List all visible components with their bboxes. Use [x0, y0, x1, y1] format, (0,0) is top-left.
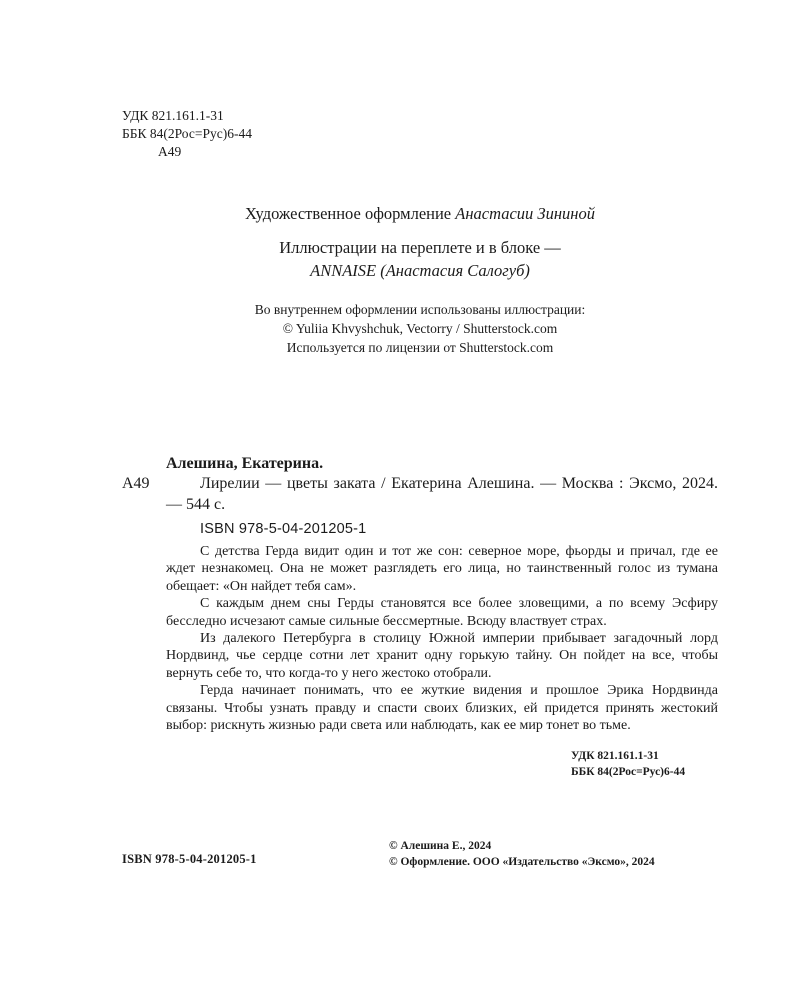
- inner-illustration-line3: Используется по лицензии от Shutterstock.com: [286, 340, 554, 355]
- author-heading: Алешина, Екатерина.: [166, 455, 324, 472]
- author-sign-bibliography: А49: [122, 475, 150, 492]
- copyright-author: © Алешина Е., 2024: [389, 840, 492, 852]
- annotation: [166, 543, 718, 734]
- illustration-credit-line1: Иллюстрации на переплете и в блоке —: [279, 238, 561, 257]
- annotation-paragraph: Из далекого Петербурга в столицу Южной империи прибывает загадочный лорд Нордвинд, чье сердце сотни лет хранит одну горькую тайну. Он пойдет на все, чтобы вернуть себе то, что когда-то у него жестоко отобрали.: [166, 631, 718, 681]
- designer-name: Анастасии Зининой: [455, 204, 595, 223]
- bibliographic-description: [166, 473, 718, 515]
- copyright-block: [389, 838, 655, 870]
- udk-code: УДК 821.161.1-31: [122, 108, 224, 123]
- udk-block-top: [122, 107, 252, 161]
- bbk-code-bottom: ББК 84(2Рос=Рус)6-44: [571, 766, 686, 778]
- isbn-footer: ISBN 978-5-04-201205-1: [122, 852, 257, 866]
- inner-illustration-credit: [100, 300, 740, 357]
- design-credit-prefix: Художественное оформление: [245, 204, 456, 223]
- udk-block-bottom: [571, 748, 685, 780]
- illustration-credit: [100, 236, 740, 282]
- inner-illustration-line1: Во внутреннем оформлении использованы иллюстрации:: [254, 302, 586, 317]
- copyright-design: © Оформление. ООО «Издательство «Эксмо», 2024: [389, 856, 655, 868]
- illustrator-name: ANNAISE (Анастасия Салогуб): [310, 261, 530, 280]
- bbk-code: ББК 84(2Рос=Рус)6-44: [122, 126, 252, 141]
- annotation-paragraph: С каждым днем сны Герды становятся все более зловещими, а по всему Эсфиру бесследно исчезают самые сильные бессмертные. Всюду властвует страх.: [166, 596, 718, 629]
- bibliographic-title: Лирелии — цветы заката / Екатерина Алешина. — Москва : Эксмо, 2024. — 544 с.: [166, 475, 718, 513]
- inner-illustration-line2: © Yuliia Khvyshchuk, Vectorry / Shutterstock.com: [282, 321, 558, 336]
- annotation-paragraph: С детства Герда видит один и тот же сон: северное море, фьорды и причал, где ее ждет незнакомец. Она не может разглядеть его лица, но таинственный голос из тумана обещает: «Он найдет тебя сам».: [166, 544, 718, 594]
- udk-code-bottom: УДК 821.161.1-31: [571, 750, 659, 762]
- author-sign: А49: [158, 144, 182, 159]
- design-credit: [100, 204, 740, 224]
- isbn-bibliography: ISBN 978-5-04-201205-1: [200, 521, 367, 537]
- annotation-paragraph: Герда начинает понимать, что ее жуткие видения и прошлое Эрика Нордвинда связаны. Чтобы узнать правду и спасти своих близких, ей придется принять жестокий выбор: рискнуть жизнью ради света или наблюдать, как ее мир тонет во тьме.: [166, 683, 718, 734]
